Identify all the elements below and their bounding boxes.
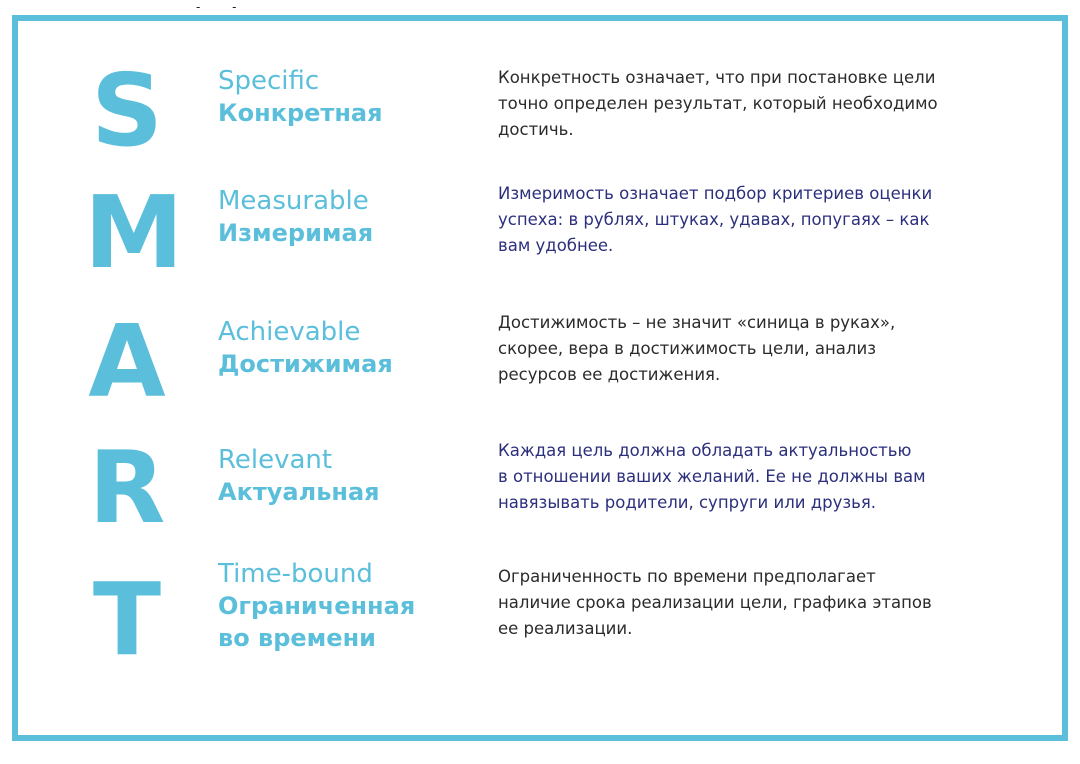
desc-relevant	[498, 438, 1038, 516]
desc-line: Измеримость означает подбор критериев оценки	[498, 184, 933, 203]
desc-achievable	[498, 310, 1038, 388]
desc-time-bound	[498, 564, 1038, 642]
desc-line: достичь.	[498, 120, 574, 139]
desc-line: скорее, вера в достижимость цели, анализ	[498, 339, 876, 358]
letter-m: M	[84, 174, 184, 291]
term-measurable	[218, 185, 488, 249]
term-ru-relevant: Актуальная	[218, 478, 380, 506]
smart-frame	[12, 15, 1068, 741]
term-ru-measurable: Измеримая	[218, 219, 374, 247]
desc-line: Ограниченность по времени предполагает	[498, 567, 876, 586]
desc-line: навязывать родители, супруги или друзья.	[498, 493, 877, 512]
term-ru-achievable: Достижимая	[218, 350, 393, 378]
desc-specific	[498, 65, 1038, 143]
letter-a: A	[88, 303, 166, 420]
desc-line: наличие срока реализации цели, графика этапов	[498, 593, 932, 612]
term-ru-time-bound-line-1: Ограниченная	[218, 592, 416, 620]
desc-line: Достижимость – не значит «синица в руках»,	[498, 313, 896, 332]
term-achievable	[218, 316, 488, 380]
desc-line: ресурсов ее достижения.	[498, 365, 721, 384]
desc-line: успеха: в рублях, штуках, удавах, попугаях – как	[498, 210, 930, 229]
term-en-measurable: Measurable	[218, 186, 369, 216]
desc-line: точно определен результат, который необходимо	[498, 94, 938, 113]
term-en-specific: Specific	[218, 66, 320, 96]
term-en-time-bound: Time-bound	[218, 559, 373, 589]
term-specific	[218, 65, 488, 129]
desc-measurable	[498, 181, 1038, 259]
desc-line: вам удобнее.	[498, 236, 614, 255]
term-en-achievable: Achievable	[218, 317, 361, 347]
desc-line: Каждая цель должна обладать актуальностью	[498, 441, 912, 460]
letter-s: S	[90, 52, 164, 169]
desc-line: Конкретность означает, что при постановке цели	[498, 68, 936, 87]
letter-r: R	[88, 429, 166, 546]
term-ru-time-bound-line-2: во времени	[218, 624, 376, 652]
term-ru-specific: Конкретная	[218, 99, 383, 127]
term-time-bound	[218, 558, 488, 654]
letter-t: T	[92, 561, 162, 678]
desc-line: в отношении ваших желаний. Ее не должны вам	[498, 467, 926, 486]
term-en-relevant: Relevant	[218, 445, 333, 475]
top-marks: - -	[196, 0, 251, 14]
term-relevant	[218, 444, 488, 508]
desc-line: ее реализации.	[498, 619, 633, 638]
